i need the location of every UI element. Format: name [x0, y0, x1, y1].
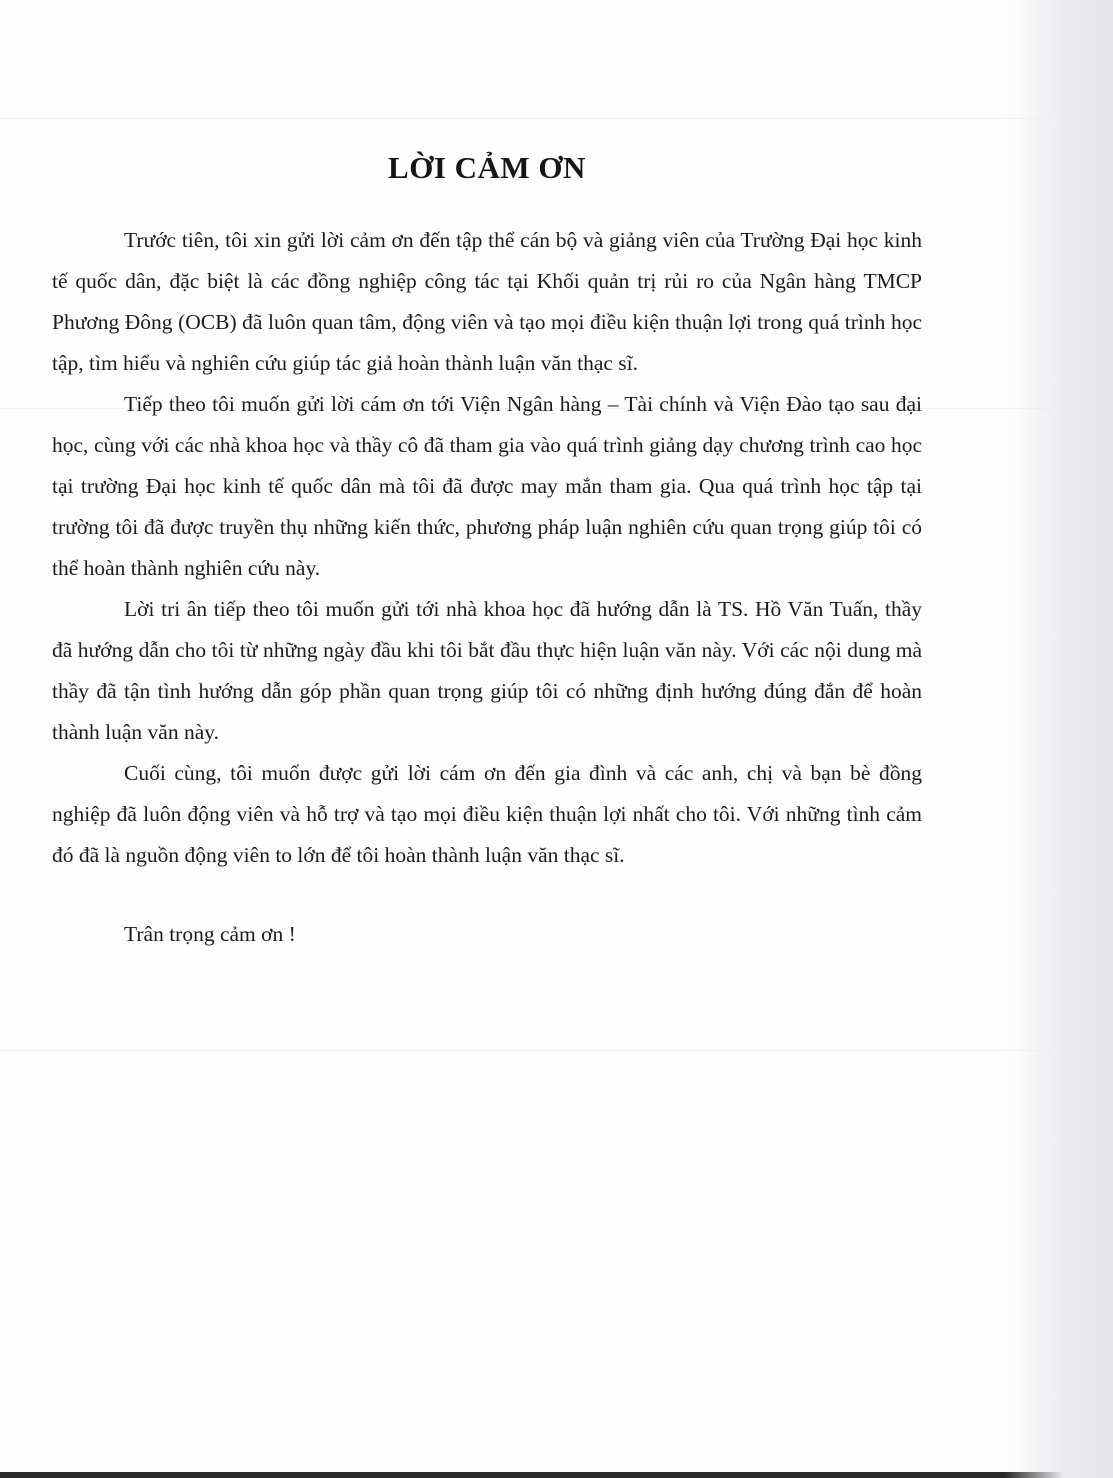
scan-bottom-edge [0, 1472, 1113, 1478]
paragraph-institutes: Tiếp theo tôi muốn gửi lời cám ơn tới Viện Ngân hàng – Tài chính và Viện Đào tạo sau đại học, cùng với các nhà khoa học và thầy cô đã tham gia vào quá trình giảng dạy chương trình cao học tại trường Đại học kinh tế quốc dân mà tôi đã được may mắn tham gia. Qua quá trình học tập tại trường tôi đã được truyền thụ những kiến thức, phương pháp luận nghiên cứu quan trọng giúp tôi có thể hoàn thành nghiên cứu này. [52, 392, 922, 580]
bleed-through-line [0, 1050, 1113, 1051]
paragraph-supervisor: Lời tri ân tiếp theo tôi muốn gửi tới nhà khoa học đã hướng dẫn là TS. Hồ Văn Tuấn, thầy đã hướng dẫn cho tôi từ những ngày đầu khi tôi bắt đầu thực hiện luận văn này. Với các nội dung mà thầy đã tận tình hướng dẫn góp phần quan trọng giúp tôi có những định hướng đúng đắn để hoàn thành luận văn này. [52, 597, 922, 744]
closing-line: Trân trọng cảm ơn ! [124, 922, 296, 946]
bleed-through-line [0, 118, 1113, 119]
page-title: LỜI CẢM ƠN [388, 150, 586, 185]
paragraph-intro: Trước tiên, tôi xin gửi lời cảm ơn đến tập thể cán bộ và giảng viên của Trường Đại học kinh tế quốc dân, đặc biệt là các đồng nghiệp công tác tại Khối quản trị rủi ro của Ngân hàng TMCP Phương Đông (OCB) đã luôn quan tâm, động viên và tạo mọi điều kiện thuận lợi trong quá trình học tập, tìm hiểu và nghiên cứu giúp tác giả hoàn thành luận văn thạc sĩ. [52, 228, 922, 375]
body-text [52, 220, 922, 876]
paragraph-family: Cuối cùng, tôi muốn được gửi lời cám ơn đến gia đình và các anh, chị và bạn bè đồng nghiệp đã luôn động viên và hỗ trợ và tạo mọi điều kiện thuận lợi nhất cho tôi. Với những tình cảm đó đã là nguồn động viên to lớn để tôi hoàn thành luận văn thạc sĩ. [52, 761, 922, 867]
